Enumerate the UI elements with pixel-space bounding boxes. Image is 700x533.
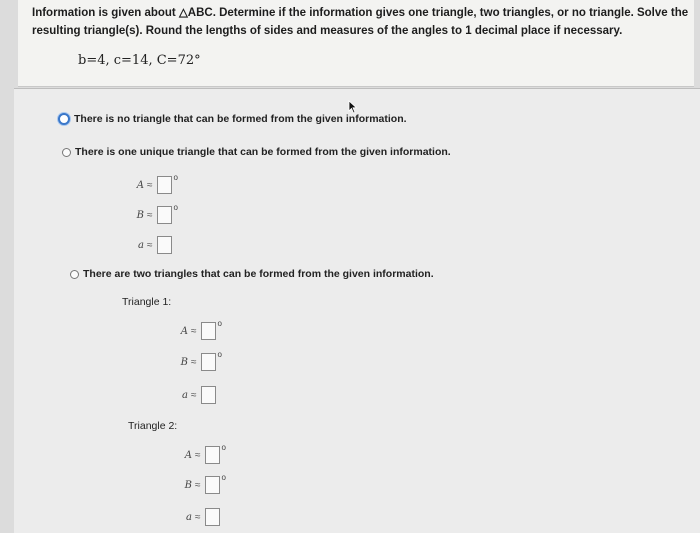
- approx-symbol: ≈: [147, 179, 153, 191]
- triangle-1-label: Triangle 1:: [122, 296, 172, 308]
- question-text-line-1: Information is given about △ABC. Determine if the information gives one triangle, two triangles, or no triangle. Solve the: [32, 7, 689, 19]
- triangle-2-field-B: [168, 473, 226, 494]
- question-box: [18, 0, 694, 87]
- approx-symbol: ≈: [191, 389, 197, 401]
- var-label: A: [136, 179, 144, 191]
- degree-symbol: o: [173, 203, 178, 212]
- approx-symbol: ≈: [147, 209, 153, 221]
- var-label: B: [180, 356, 188, 368]
- degree-symbol: o: [221, 443, 226, 452]
- t2-side-a-input[interactable]: [205, 508, 220, 526]
- triangle-2-label: Triangle 2:: [128, 420, 178, 432]
- var-label: a: [138, 239, 144, 251]
- degree-symbol: o: [221, 473, 226, 482]
- degree-symbol: o: [173, 173, 178, 182]
- triangle-2-field-a: [168, 508, 220, 526]
- one-triangle-field-B: [120, 203, 178, 224]
- option-no-triangle[interactable]: [58, 113, 407, 125]
- degree-symbol: o: [217, 319, 222, 328]
- var-label: A: [184, 449, 192, 461]
- t2-angle-B-input[interactable]: [205, 476, 220, 494]
- triangle-1-field-B: [164, 350, 222, 371]
- radio-one-triangle[interactable]: [62, 148, 71, 157]
- option-two-triangles[interactable]: [70, 268, 434, 280]
- mouse-cursor-icon: [348, 100, 358, 114]
- option-no-triangle-label: There is no triangle that can be formed from the given information.: [74, 113, 407, 125]
- approx-symbol: ≈: [195, 449, 201, 461]
- angle-A-input[interactable]: [157, 176, 172, 194]
- var-label: B: [184, 479, 192, 491]
- t1-angle-A-input[interactable]: [201, 322, 216, 340]
- approx-symbol: ≈: [191, 356, 197, 368]
- triangle-1-field-a: [164, 386, 216, 404]
- question-text-line-2: resulting triangle(s). Round the lengths of sides and measures of the angles to 1 decimal place if necessary.: [32, 25, 623, 37]
- option-one-triangle-label: There is one unique triangle that can be formed from the given information.: [75, 146, 451, 158]
- one-triangle-field-A: [120, 173, 178, 194]
- degree-symbol: o: [217, 350, 222, 359]
- given-values: b=4, c=14, C=72°: [78, 53, 201, 68]
- approx-symbol: ≈: [191, 325, 197, 337]
- angle-B-input[interactable]: [157, 206, 172, 224]
- t1-side-a-input[interactable]: [201, 386, 216, 404]
- t1-angle-B-input[interactable]: [201, 353, 216, 371]
- var-label: A: [180, 325, 188, 337]
- var-label: a: [182, 389, 188, 401]
- side-a-input[interactable]: [157, 236, 172, 254]
- option-two-triangles-label: There are two triangles that can be formed from the given information.: [83, 268, 434, 280]
- approx-symbol: ≈: [195, 511, 201, 523]
- var-label: a: [186, 511, 192, 523]
- var-label: B: [136, 209, 144, 221]
- triangle-1-field-A: [164, 319, 222, 340]
- option-one-triangle[interactable]: [62, 146, 451, 158]
- one-triangle-field-a: [120, 236, 172, 254]
- t2-angle-A-input[interactable]: [205, 446, 220, 464]
- approx-symbol: ≈: [195, 479, 201, 491]
- approx-symbol: ≈: [147, 239, 153, 251]
- triangle-2-field-A: [168, 443, 226, 464]
- radio-no-triangle[interactable]: [58, 113, 70, 125]
- radio-two-triangles[interactable]: [70, 270, 79, 279]
